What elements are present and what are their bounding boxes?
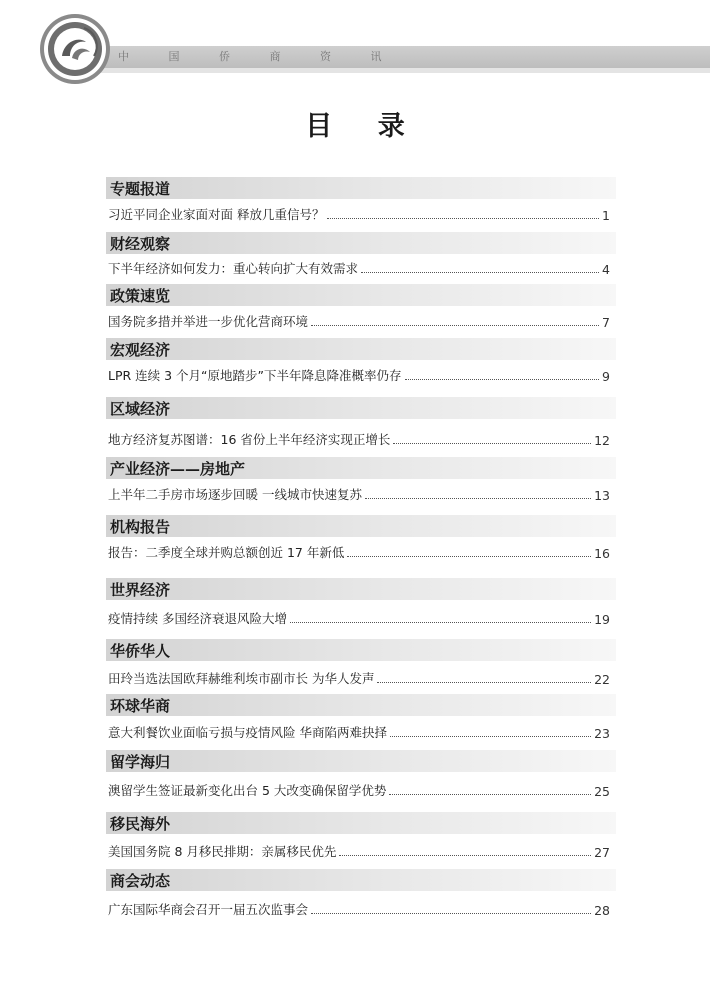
section-header [106, 284, 616, 306]
entry-title: 习近平同企业家面对面 释放几重信号？ [108, 207, 325, 222]
entry-title: 广东国际华商会召开一届五次监事会 [108, 902, 309, 917]
dot-leader [339, 855, 591, 856]
dot-leader [393, 443, 591, 444]
section-header [106, 750, 616, 772]
toc-entry[interactable] [108, 781, 610, 799]
toc-entry[interactable] [108, 430, 610, 448]
toc-entry[interactable] [108, 900, 610, 918]
section-label: 世界经济 [110, 581, 171, 599]
section-header [106, 232, 616, 254]
section-label: 专题报道 [110, 180, 171, 198]
section-header [106, 397, 616, 419]
toc-entry[interactable] [108, 723, 610, 741]
section-label: 移民海外 [110, 815, 171, 833]
toc-entry[interactable] [108, 259, 610, 277]
publication-name: 中 国 侨 商 资 讯 [118, 50, 400, 63]
section-label: 区域经济 [110, 400, 171, 418]
toc-entry[interactable] [108, 543, 610, 561]
page-number: 23 [594, 726, 610, 741]
publication-logo [38, 12, 112, 86]
section-header [106, 578, 616, 600]
page-number: 1 [602, 208, 610, 223]
section-header [106, 457, 616, 479]
dot-leader [389, 794, 591, 795]
section-header [106, 177, 616, 199]
toc-entry[interactable] [108, 609, 610, 627]
section-label: 机构报告 [110, 518, 171, 536]
dot-leader [405, 379, 600, 380]
entry-title: 疫情持续 多国经济衰退风险大增 [108, 611, 287, 626]
entry-title: 下半年经济如何发力：重心转向扩大有效需求 [108, 261, 359, 276]
dot-leader [390, 736, 591, 737]
dot-leader [311, 913, 591, 914]
toc-entry[interactable] [108, 669, 610, 687]
page-number: 19 [594, 612, 610, 627]
section-label: 留学海归 [110, 753, 171, 771]
page-number: 9 [602, 369, 610, 384]
entry-title: 地方经济复苏图谱：16 省份上半年经济实现正增长 [108, 432, 391, 447]
dot-leader [327, 218, 599, 219]
toc-entry[interactable] [108, 205, 610, 223]
page-number: 16 [594, 546, 610, 561]
entry-title: 田玲当选法国欧拜赫维利埃市副市长 为华人发声 [108, 671, 375, 686]
entry-title: 报告：二季度全球并购总额创近 17 年新低 [108, 545, 345, 560]
section-label: 环球华商 [110, 697, 171, 715]
section-label: 财经观察 [110, 235, 171, 253]
section-header [106, 812, 616, 834]
dot-leader [290, 622, 591, 623]
section-label: 政策速览 [110, 287, 171, 305]
toc-entry[interactable] [108, 312, 610, 330]
toc-entry[interactable] [108, 366, 610, 384]
dot-leader [347, 556, 591, 557]
entry-title: 上半年二手房市场逐步回暖 一线城市快速复苏 [108, 487, 362, 502]
section-header [106, 515, 616, 537]
entry-title: 美国国务院 8 月移民排期：亲属移民优先 [108, 844, 337, 859]
section-label: 产业经济——房地产 [110, 460, 246, 478]
page-number: 22 [594, 672, 610, 687]
entry-title: 国务院多措并举进一步优化营商环境 [108, 314, 309, 329]
page-title: 目 录 [305, 111, 423, 142]
page-number: 13 [594, 488, 610, 503]
entry-title: 澳留学生签证最新变化出台 5 大改变确保留学优势 [108, 783, 387, 798]
dot-leader [311, 325, 599, 326]
section-header [106, 338, 616, 360]
section-header [106, 694, 616, 716]
dot-leader [377, 682, 591, 683]
page-number: 4 [602, 262, 610, 277]
section-label: 宏观经济 [110, 341, 171, 359]
entry-title: LPR 连续 3 个月“原地踏步”下半年降息降准概率仍存 [108, 368, 402, 383]
page-number: 7 [602, 315, 610, 330]
dot-leader [361, 272, 599, 273]
entry-title: 意大利餐饮业面临亏损与疫情风险 华商陷两难抉择 [108, 725, 387, 740]
toc-entry[interactable] [108, 485, 610, 503]
section-header [106, 869, 616, 891]
section-header [106, 639, 616, 661]
page-number: 12 [594, 433, 610, 448]
page-number: 27 [594, 845, 610, 860]
dot-leader [365, 498, 591, 499]
section-label: 商会动态 [110, 872, 171, 890]
page-number: 28 [594, 903, 610, 918]
section-label: 华侨华人 [110, 642, 171, 660]
page-number: 25 [594, 784, 610, 799]
toc-entry[interactable] [108, 842, 610, 860]
